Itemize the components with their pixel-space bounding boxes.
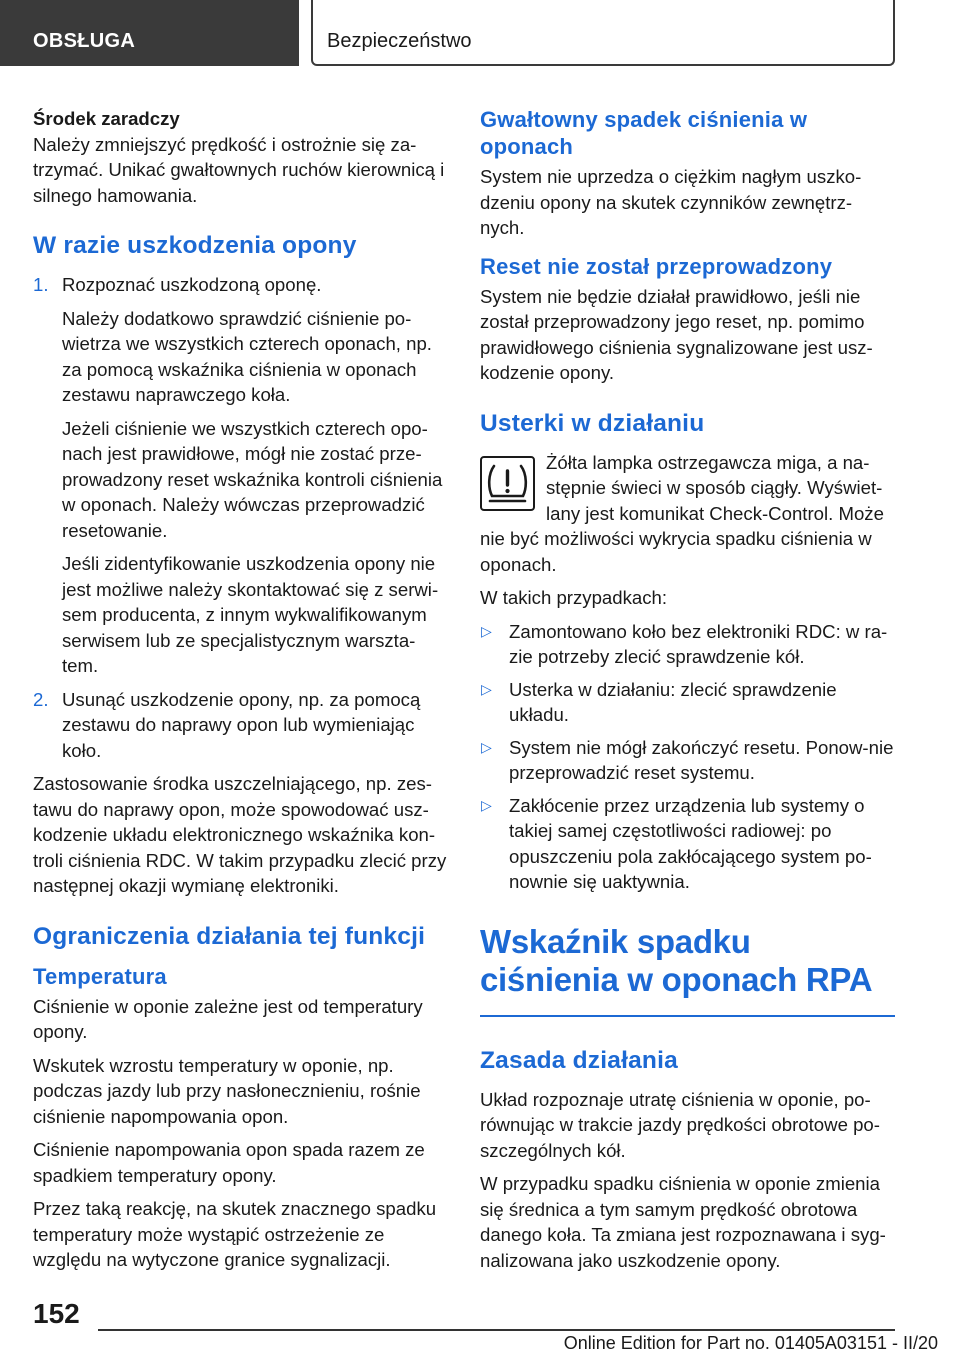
warning-lamp-row (480, 450, 895, 578)
case-item (480, 619, 895, 670)
tire-pressure-warning-icon (480, 456, 535, 511)
footer-rule (98, 1329, 895, 1331)
temperature-heading: Temperatura (33, 963, 167, 989)
step-2-number: 2. (33, 688, 49, 710)
reset-text: System nie będzie działał prawidłowo, jeśli nie został przeprowadzony jego reset, np. pomimo prawidłowego ciśnienia sygnalizowane jest usz-kodzenie opony. (480, 285, 873, 383)
header-section-label: OBSŁUGA (33, 30, 136, 52)
footer-edition: Online Edition for Part no. 01405A03151 - II/20 (563, 1333, 938, 1353)
cases-intro: W takich przypadkach: (480, 587, 668, 608)
remedy-text: Należy zmniejszyć prędkość i ostrożnie się za-trzymać. Unikać gwałtownych ruchów kierownicą i silnego hamowania. (33, 133, 445, 206)
sudden-drop-heading: Gwałtowny spadek ciśnienia w oponach (480, 107, 808, 159)
step-1-sub-1: Należy dodatkowo sprawdzić ciśnienie po-wietrza we wszystkich czterech oponach, np. za pomocą wskaźnika ciśnienia w oponach zestawu naprawczego koła. (62, 307, 432, 405)
temperature-paragraph-4: Przez taką reakcję, na skutek znacznego spadku temperatury może wystąpić ostrzeżenie ze względu na wytyczone granice sygnalizacji. (33, 1198, 437, 1270)
case-item (480, 735, 895, 786)
step-1-text: Rozpoznać uszkodzoną oponę. (62, 274, 322, 295)
principle-heading: Zasada działania (480, 1046, 678, 1074)
page-number: 152 (33, 1298, 80, 1329)
warning-lamp-text: Żółta lampka ostrzegawcza miga, a na-stępnie świeci w sposób ciągły. Wyświet-lany jest komunikat Check-Control. Może nie być możliwości wykrycia spadku ciśnienia w oponach. (480, 451, 884, 575)
triangle-right-icon: ▷ (481, 622, 492, 639)
step-1 (33, 272, 448, 298)
step-1-number: 1. (33, 274, 49, 295)
case-item-text: Zakłócenie przez urządzenia lub systemy o takiej samej częstotliwości radiowej: po opuszczeniu pola zakłócającego system po-nownie się uaktywnia. (509, 794, 872, 892)
step-2 (33, 687, 448, 764)
step-1-sub-2: Jeżeli ciśnienie we wszystkich czterech opo-nach jest prawidłowe, mógł nie zostać prze-prowadzony reset wskaźnika kontroli ciśnienia w oponach. Należy wówczas przeprowadzić resetowanie. (62, 417, 443, 541)
rpa-heading: Wskaźnik spadku ciśnienia w oponach RPA (480, 922, 873, 998)
principle-paragraph-1: Układ rozpoznaje utratę ciśnienia w oponie, po-równując w trakcie jazdy prędkości obrotowe po-szczególnych kół. (480, 1088, 880, 1161)
triangle-right-icon: ▷ (481, 796, 492, 813)
right-column (480, 103, 895, 1281)
sudden-drop-text: System nie uprzedza o ciężkim nagłym uszko-dzeniu opony na skutek czynników zewnętrz-nych. (480, 166, 862, 238)
case-item-text: System nie mógł zakończyć resetu. Ponow-nie przeprowadzić reset systemu. (509, 736, 894, 783)
case-item (480, 677, 895, 728)
damage-heading: W razie uszkodzenia opony (33, 232, 357, 259)
sealant-text: Zastosowanie środka uszczelniającego, np. zes-tawu do naprawy opon, może spowodować usz-kodzenie układu elektronicznego wskaźnika kon-troli ciśnienia RDC. W takim przypadku zlecić przy następnej okazji wymianę elektroniki. (33, 773, 447, 896)
step-1-sub-3: Jeśli zidentyfikowanie uszkodzenia opony nie jest możliwe należy skontaktować się z serwi-sem producenta, z innym wykwalifikowanym serwisem lub ze specjalistycznym warszta-tem. (62, 553, 439, 676)
faults-heading: Usterki w działaniu (480, 409, 705, 437)
heading-rule (480, 1015, 895, 1017)
case-item-text: Zamontowano koło bez elektroniki RDC: w ra-zie potrzeby zlecić sprawdzenie kół. (509, 620, 888, 667)
header-chapter-label: Bezpieczeństwo (327, 30, 472, 52)
triangle-right-icon: ▷ (481, 738, 492, 755)
temperature-paragraph-3: Ciśnienie napompowania opon spada razem ze spadkiem temperatury opony. (33, 1139, 425, 1186)
header-chapter-box (311, 0, 895, 66)
reset-heading: Reset nie został przeprowadzony (480, 253, 833, 279)
temperature-paragraph-2: Wskutek wzrostu temperatury w oponie, np. podczas jazdy lub przy nasłonecznieniu, rośnie ciśnienie napompowania opon. (33, 1054, 421, 1127)
principle-paragraph-2: W przypadku spadku ciśnienia w oponie zmienia się średnica a tym samym prędkość obrotowa danego koła. Ta zmiana jest rozpoznawana i syg-nalizowana jako uszkodzenie opony. (480, 1173, 886, 1271)
triangle-right-icon: ▷ (481, 680, 492, 697)
temperature-paragraph-1: Ciśnienie w oponie zależne jest od temperatury opony. (33, 995, 423, 1042)
case-item (480, 793, 895, 895)
step-2-text: Usunąć uszkodzenie opony, np. za pomocą zestawu do naprawy opon lub wymieniając koło. (62, 688, 421, 761)
remedy-label: Środek zaradczy (33, 108, 180, 129)
header-section-tab (0, 0, 299, 66)
left-column (33, 103, 448, 1281)
case-item-text: Usterka w działaniu: zlecić sprawdzenie układu. (509, 678, 837, 725)
limits-heading: Ograniczenia działania tej funkcji (33, 922, 426, 950)
